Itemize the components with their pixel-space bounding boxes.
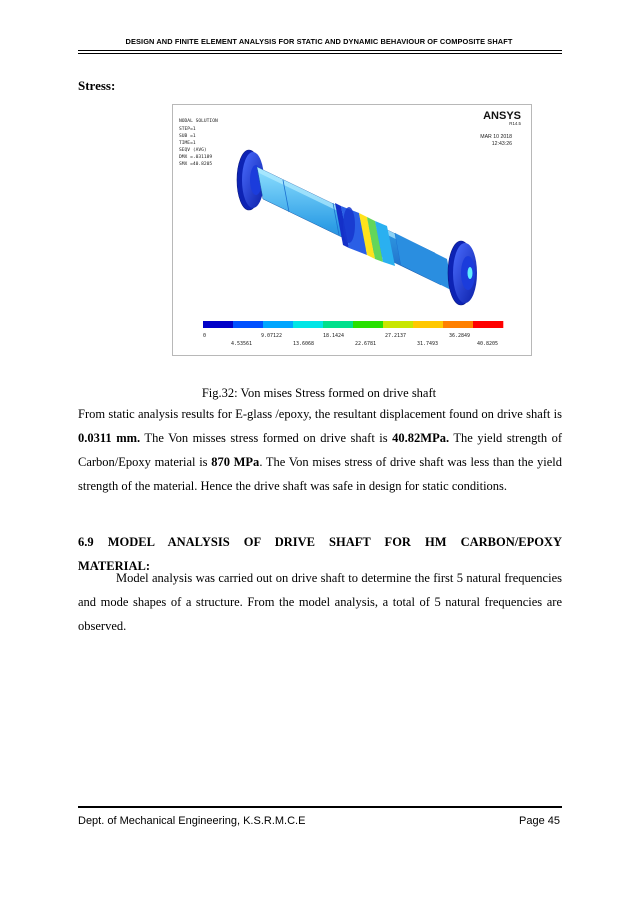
legend-label-bottom-1: 4.53561: [231, 341, 253, 347]
info-line-3: SUB =1: [179, 134, 196, 139]
legend-swatch-10: [473, 321, 503, 328]
info-line-2: STEP=1: [179, 127, 196, 132]
ansys-plot: [173, 105, 531, 355]
info-line-4: TIME=1: [179, 141, 196, 146]
results-text-2: The Von misses stress formed on drive shaft is: [140, 431, 393, 445]
modal-paragraph: Model analysis was carried out on drive shaft to determine the first 5 natural frequencies and mode shapes of a structure. From the model analysis, a total of 5 natural frequencies are observed.: [78, 571, 562, 633]
section-label: Stress:: [78, 78, 116, 93]
legend-swatch-1: [203, 321, 233, 328]
legend-label-bottom-4: 31.7493: [417, 341, 439, 347]
results-text-1: From static analysis results for E-glass /epoxy, the resultant displacement found on drive shaft is: [78, 407, 562, 421]
figure-caption: Fig.32: Von mises Stress formed on drive shaft: [201, 386, 437, 400]
legend-swatch-9: [443, 321, 473, 328]
page-number: Page 45: [519, 815, 560, 827]
header-rule: [78, 50, 562, 51]
info-line-7: SMX =40.8205: [179, 162, 213, 167]
results-text-4: . The Von mises stress of drive shaft was less than the yield strength of the material. Hence the drive shaft was safe in design for static conditions.: [78, 455, 562, 493]
nodal-solution-info: [179, 118, 218, 167]
ansys-logo-text: ANSYS: [483, 110, 521, 122]
shaft-model: [237, 150, 477, 305]
legend-swatch-6: [353, 321, 383, 328]
legend-label-bottom-3: 22.6781: [355, 341, 377, 347]
ansys-version: R14.5: [509, 121, 521, 126]
info-line-5: SEQV (AVG): [179, 148, 207, 153]
legend-labels-bottom: [231, 341, 498, 347]
legend-swatch-2: [233, 321, 263, 328]
legend-swatch-5: [323, 321, 353, 328]
yield-strength-value: 870 MPa: [211, 455, 260, 469]
plot-date: MAR 10 2018: [480, 134, 512, 140]
running-header: DESIGN AND FINITE ELEMENT ANALYSIS FOR STATIC AND DYNAMIC BEHAVIOUR OF COMPOSITE SHAFT: [125, 37, 513, 46]
plot-time: 12:43:26: [491, 141, 512, 147]
info-line-1: NODAL SOLUTION: [179, 119, 218, 124]
legend-label-top-2: 9.07122: [261, 333, 283, 339]
legend-label-top-1: 0: [203, 333, 207, 339]
header-rule-thin: [78, 53, 562, 54]
results-paragraph: [78, 402, 562, 498]
legend-label-bottom-5: 40.8205: [477, 341, 499, 347]
legend-swatch-8: [413, 321, 443, 328]
stress-value: 40.82MPa.: [392, 431, 450, 445]
results-text-3: The yield strength of Carbon/Epoxy material is: [78, 431, 563, 469]
legend-swatch-3: [263, 321, 293, 328]
section-heading-cont: MATERIAL:: [78, 559, 150, 573]
footer-department: Dept. of Mechanical Engineering, K.S.R.M.C.E: [78, 815, 306, 827]
center-coupling: [335, 203, 395, 266]
ansys-logo: [480, 110, 521, 147]
legend-label-top-3: 18.1424: [323, 333, 345, 339]
legend-swatch-4: [293, 321, 323, 328]
displacement-value: 0.0311 mm.: [78, 431, 141, 445]
legend-label-bottom-2: 13.6068: [293, 341, 315, 347]
right-flange: [448, 241, 477, 305]
footer-rule: [78, 806, 562, 808]
section-heading: 6.9 MODEL ANALYSIS OF DRIVE SHAFT FOR HM CARBON/EPOXY: [78, 535, 562, 549]
info-line-6: DMX =.031189: [179, 155, 213, 160]
legend-labels-top: [203, 333, 470, 339]
legend-swatch-7: [383, 321, 413, 328]
legend-label-top-5: 36.2849: [449, 333, 471, 339]
color-legend: [203, 321, 503, 328]
legend-label-top-4: 27.2137: [385, 333, 407, 339]
ansys-figure: [172, 104, 532, 356]
